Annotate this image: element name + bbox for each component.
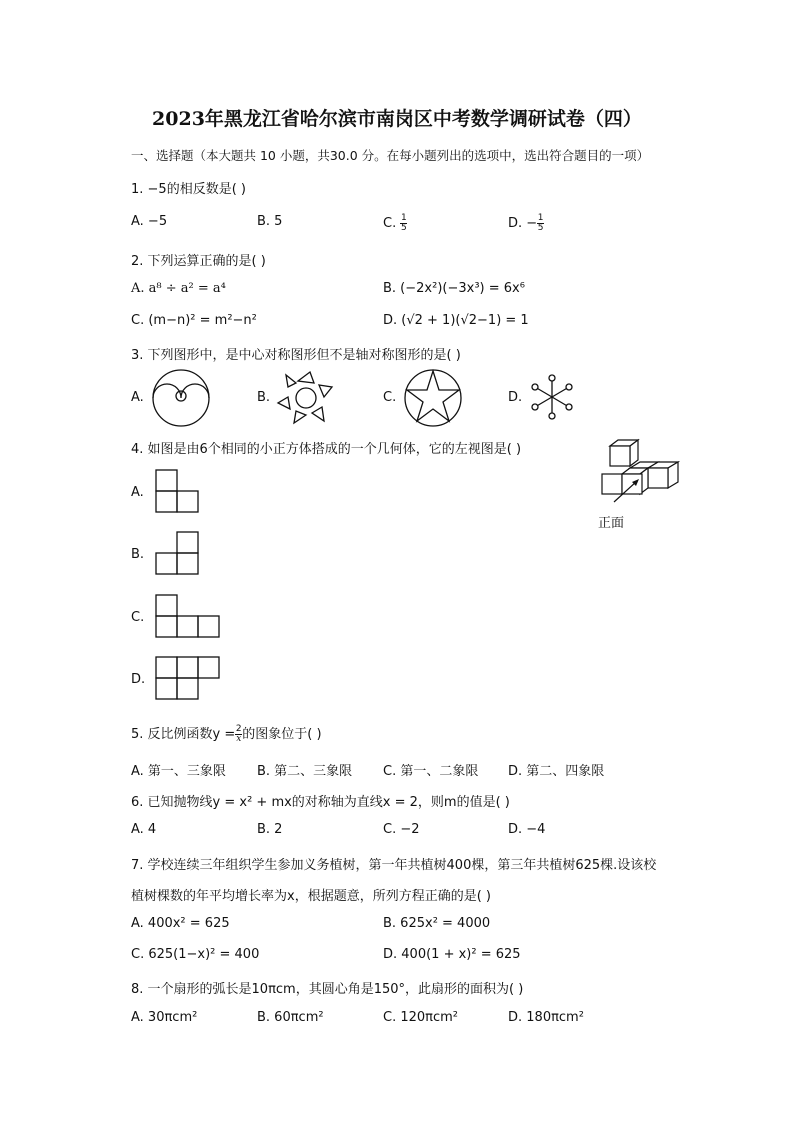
q8-option-d[interactable]: D. 180πcm²	[508, 1010, 584, 1025]
q4-front-label: 正面	[598, 516, 625, 531]
q2-option-d[interactable]: D. (√2 + 1)(√2−1) = 1	[383, 313, 529, 328]
q7-option-a[interactable]: A. 400x² = 625	[131, 916, 230, 931]
q5-option-c[interactable]: C. 第一、二象限	[383, 764, 479, 779]
q4-option-b[interactable]: B.	[131, 547, 145, 562]
q1-option-a[interactable]: A. −5	[131, 214, 168, 229]
section-heading: 一、选择题（本大题共 10 小题，共30.0 分。在每小题列出的选项中，选出符合题目的一项）	[131, 148, 650, 163]
q2-option-b[interactable]: B. (−2x²)(−3x³) = 6x⁶	[383, 281, 525, 296]
q3-option-a[interactable]: A.	[131, 390, 144, 405]
question-4-stem: 4. 如图是由6个相同的小正方体搭成的一个几何体，它的左视图是( )	[131, 442, 522, 457]
q2-option-c[interactable]: C. (m−n)² = m²−n²	[131, 313, 257, 328]
q5-option-d[interactable]: D. 第二、四象限	[508, 764, 605, 779]
q8-option-a[interactable]: A. 30πcm²	[131, 1010, 198, 1025]
q5-stem-pre: 5. 反比例函数y =	[131, 727, 236, 742]
q4-option-a[interactable]: A.	[131, 485, 144, 500]
q4-option-d[interactable]: D.	[131, 672, 146, 687]
q6-option-a[interactable]: A. 4	[131, 822, 157, 837]
q3-figure-b	[276, 369, 336, 427]
q3-option-b[interactable]: B.	[257, 390, 271, 405]
q5-option-b[interactable]: B. 第二、三象限	[257, 764, 353, 779]
q3-figure-a	[150, 368, 212, 428]
q4-figure-a	[155, 469, 201, 513]
q4-option-c[interactable]: C.	[131, 610, 145, 625]
q1-option-c[interactable]	[383, 214, 407, 233]
fraction-denominator: 5	[400, 223, 407, 233]
q7-option-c[interactable]: C. 625(1−x)² = 400	[131, 947, 260, 962]
q8-option-b[interactable]: B. 60πcm²	[257, 1010, 324, 1025]
q3-figure-d	[529, 374, 575, 420]
fraction-numerator: 1	[400, 213, 407, 223]
q6-option-b[interactable]: B. 2	[257, 822, 283, 837]
q1-option-d[interactable]	[508, 214, 544, 233]
q1-option-b[interactable]: B. 5	[257, 214, 283, 229]
q2-option-a[interactable]: A. a⁸ ÷ a² = a⁴	[131, 281, 226, 296]
q3-figure-c	[402, 368, 464, 428]
question-1-stem: 1. −5的相反数是( )	[131, 182, 246, 197]
question-3-stem: 3. 下列图形中，是中心对称图形但不是轴对称图形的是( )	[131, 348, 461, 363]
q4-figure-c	[155, 594, 223, 640]
q1-option-c-label: C.	[383, 216, 397, 231]
page-title: 2023年黑龙江省哈尔滨市南岗区中考数学调研试卷（四）	[152, 108, 642, 130]
q5-stem-post: 的图象位于( )	[242, 727, 322, 742]
question-8-stem: 8. 一个扇形的弧长是10πcm，其圆心角是150°，此扇形的面积为( )	[131, 982, 524, 997]
q1-option-d-label: D. −	[508, 216, 538, 231]
fraction-denominator: x	[236, 734, 242, 744]
question-5-stem	[131, 723, 322, 744]
question-7-stem-line-1: 7. 学校连续三年组织学生参加义务植树，第一年共植树400棵，第三年共植树625棵.设该校	[131, 858, 657, 873]
fraction-denominator: 5	[537, 223, 544, 233]
question-2-stem: 2. 下列运算正确的是( )	[131, 254, 266, 269]
q3-option-c[interactable]: C.	[383, 390, 397, 405]
q5-option-a[interactable]: A. 第一、三象限	[131, 764, 226, 779]
q4-figure-d	[155, 656, 223, 702]
q7-option-b[interactable]: B. 625x² = 4000	[383, 916, 491, 931]
q3-option-d[interactable]: D.	[508, 390, 523, 405]
q8-option-c[interactable]: C. 120πcm²	[383, 1010, 459, 1025]
q7-option-d[interactable]: D. 400(1 + x)² = 625	[383, 947, 521, 962]
q4-figure-b	[155, 531, 201, 577]
fraction-one-fifth	[400, 214, 407, 233]
q6-option-c[interactable]: C. −2	[383, 822, 420, 837]
q4-arrow	[612, 478, 642, 504]
fraction-one-fifth	[537, 214, 544, 233]
question-6-stem: 6. 已知抛物线y = x² + mx的对称轴为直线x = 2，则m的值是( )	[131, 795, 510, 810]
fraction-numerator: 2	[235, 724, 242, 734]
fraction-numerator: 1	[537, 213, 544, 223]
q6-option-d[interactable]: D. −4	[508, 822, 546, 837]
question-7-stem-line-2: 植树棵数的年平均增长率为x，根据题意，所列方程正确的是( )	[131, 889, 491, 904]
